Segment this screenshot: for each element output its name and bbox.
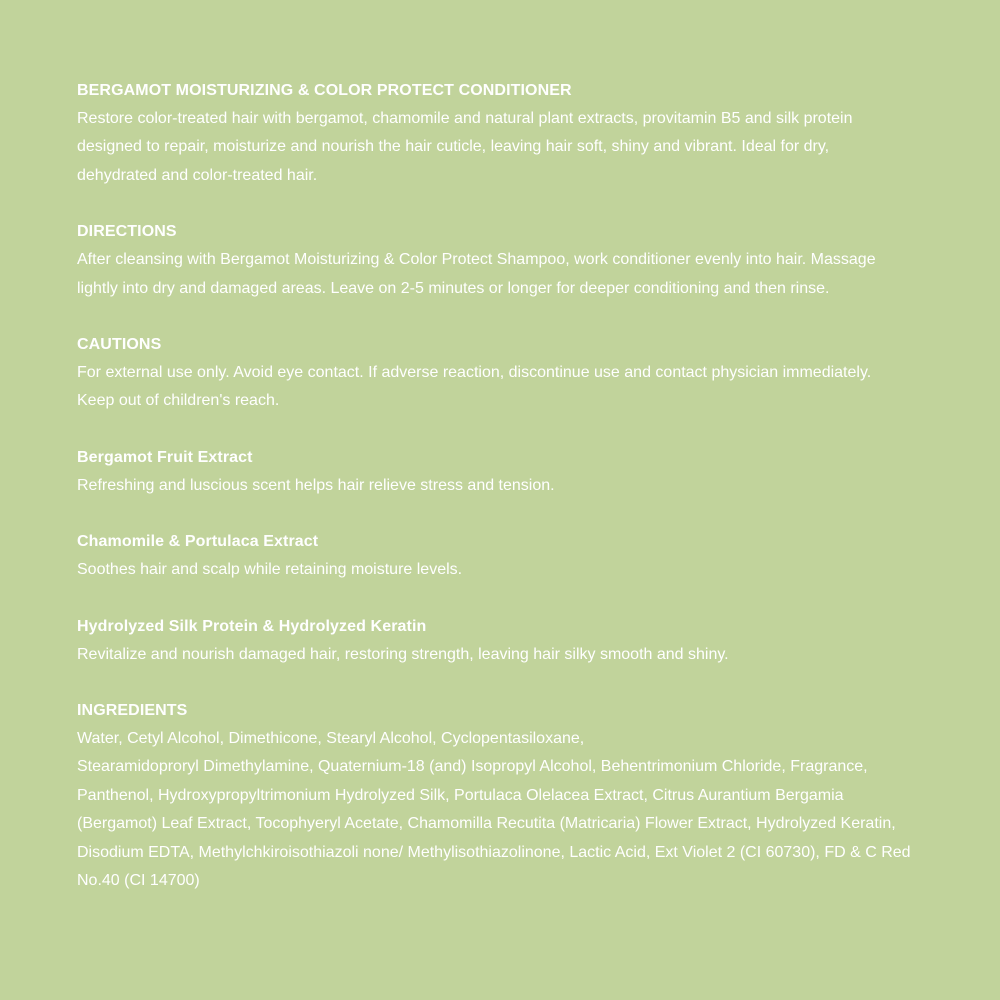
cautions-line: Keep out of children's reach. xyxy=(77,392,280,410)
cautions-heading: CAUTIONS xyxy=(77,336,162,354)
silk-protein-line: Revitalize and nourish damaged hair, restoring strength, leaving hair silky smooth and shiny. xyxy=(77,645,729,663)
ingredients-section xyxy=(77,697,942,895)
ingredients-line: No.40 (CI 14700) xyxy=(77,872,200,890)
ingredients-heading: INGREDIENTS xyxy=(77,702,188,720)
product-title: BERGAMOT MOISTURIZING & COLOR PROTECT CONDITIONER xyxy=(77,82,572,99)
directions-heading: DIRECTIONS xyxy=(77,223,177,241)
chamomile-extract-heading: Chamomile & Portulaca Extract xyxy=(77,533,319,551)
ingredients-line: Stearamidoproryl Dimethylamine, Quaternium-18 (and) Isopropyl Alcohol, Behentrimonium Chloride, Fragrance, xyxy=(77,758,868,776)
bergamot-extract-heading: Bergamot Fruit Extract xyxy=(77,448,253,466)
directions-text xyxy=(77,246,942,303)
product-description-line: designed to repair, moisturize and nourish the hair cuticle, leaving hair soft, shiny and vibrant. Ideal for dry, xyxy=(77,138,830,156)
cautions-text xyxy=(77,359,942,416)
ingredients-text xyxy=(77,725,942,895)
bergamot-extract-section xyxy=(77,444,942,500)
silk-protein-text xyxy=(77,641,942,669)
bergamot-extract-line: Refreshing and luscious scent helps hair relieve stress and tension. xyxy=(77,476,555,494)
product-section xyxy=(77,77,942,190)
chamomile-extract-section xyxy=(77,528,942,584)
ingredients-line: Panthenol, Hydroxypropyltrimonium Hydrolyzed Silk, Portulaca Olelacea Extract, Citrus Aurantium Bergamia xyxy=(77,786,844,804)
product-description xyxy=(77,105,942,190)
directions-section xyxy=(77,218,942,303)
directions-line: After cleansing with Bergamot Moisturizing & Color Protect Shampoo, work conditioner evenly into hair. Massage xyxy=(77,251,876,269)
product-description-line: dehydrated and color-treated hair. xyxy=(77,166,318,184)
ingredients-line: (Bergamot) Leaf Extract, Tocophyeryl Acetate, Chamomilla Recutita (Matricaria) Flower Extract, Hydrolyzed Keratin, xyxy=(77,815,896,833)
bergamot-extract-text xyxy=(77,472,942,500)
ingredients-line: Water, Cetyl Alcohol, Dimethicone, Stearyl Alcohol, Cyclopentasiloxane, xyxy=(77,730,585,748)
product-description-line: Restore color-treated hair with bergamot, chamomile and natural plant extracts, provitamin B5 and silk protein xyxy=(77,110,853,127)
silk-protein-section xyxy=(77,613,942,669)
silk-protein-heading: Hydrolyzed Silk Protein & Hydrolyzed Keratin xyxy=(77,617,427,635)
cautions-section xyxy=(77,331,942,416)
directions-line: lightly into dry and damaged areas. Leave on 2-5 minutes or longer for deeper conditioning and then rinse. xyxy=(77,279,830,297)
chamomile-extract-text xyxy=(77,556,942,584)
chamomile-extract-line: Soothes hair and scalp while retaining moisture levels. xyxy=(77,561,463,579)
cautions-line: For external use only. Avoid eye contact. If adverse reaction, discontinue use and contact physician immediately. xyxy=(77,364,872,382)
ingredients-line: Disodium EDTA, Methylchkiroisothiazoli none/ Methylisothiazolinone, Lactic Acid, Ext Violet 2 (CI 60730), FD & C Red xyxy=(77,843,911,861)
